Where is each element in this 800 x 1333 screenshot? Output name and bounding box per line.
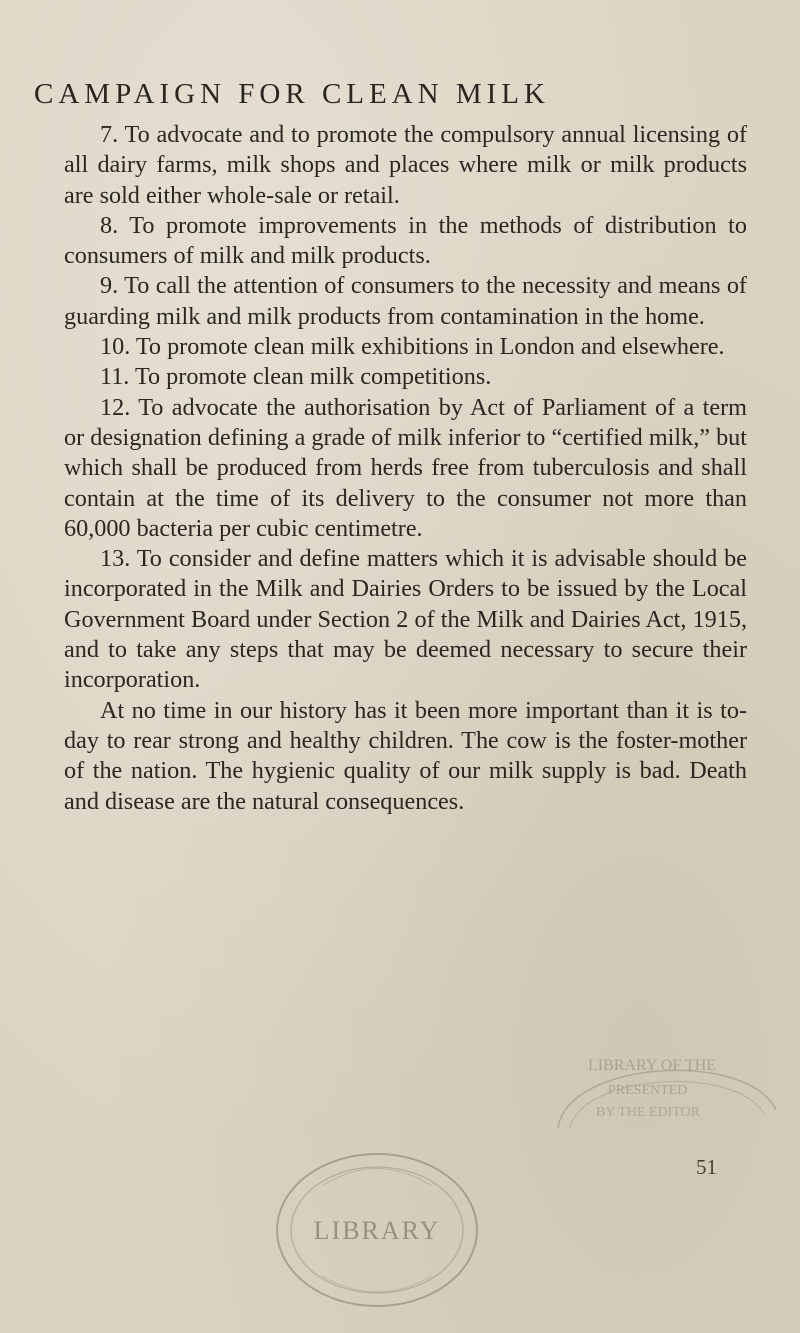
library-seal-icon <box>262 1146 492 1314</box>
svg-text:PRESENTED: PRESENTED <box>608 1083 688 1098</box>
closing-paragraph: At no time in our history has it been more important than it is to-day to rear strong and healthy children. The cow is the foster-mother of the nation. The hygienic quality of our milk supply is bad. Death and disease are the natural consequences. <box>64 696 747 815</box>
paragraph-item-13: 13. To consider and define matters which it is advisable should be incorporated in the Milk and Dairies Orders to be issued by the Local Government Board under Section 2 of the Milk and Dairies Act, 1915, and to take any steps that may be deemed necessary to secure their incorporation. <box>64 545 747 694</box>
paragraph-item-9: 9. To call the attention of consumers to the necessity and means of guarding milk and milk products from contamination in the home. <box>64 272 747 330</box>
running-head: CAMPAIGN FOR CLEAN MILK <box>34 78 550 110</box>
library-seal <box>262 1146 492 1314</box>
paragraph-item-7: 7. To advocate and to promote the compulsory annual licensing of all dairy farms, milk shops and places where milk or milk products are sold either whole-sale or retail. <box>64 121 747 209</box>
paragraph-item-12: 12. To advocate the authorisation by Act of Parliament of a term or designation defining a grade of milk inferior to “certified milk,” but which shall be produced from herds free from tuberculosis and shall contain at the time of its delivery to the consumer not more than 60,000 bacteria per cubic centimetre. <box>64 393 747 542</box>
page-number: 51 <box>696 1155 717 1179</box>
paragraph-item-8: 8. To promote improvements in the methods of distribution to consumers of milk and milk products. <box>64 211 747 270</box>
svg-text:LIBRARY OF THE: LIBRARY OF THE <box>588 1057 717 1074</box>
svg-text:BY THE EDITOR: BY THE EDITOR <box>596 1105 700 1120</box>
body-text <box>64 120 747 817</box>
library-stamp-outer <box>548 1040 778 1130</box>
paragraph-item-11: 11. To promote clean milk competitions. <box>100 363 492 391</box>
svg-text:LIBRARY: LIBRARY <box>313 1216 441 1245</box>
paragraph-item-10: 10. To promote clean milk exhibitions in London and elsewhere. <box>100 333 725 361</box>
library-stamp-outer-icon <box>548 1040 778 1130</box>
